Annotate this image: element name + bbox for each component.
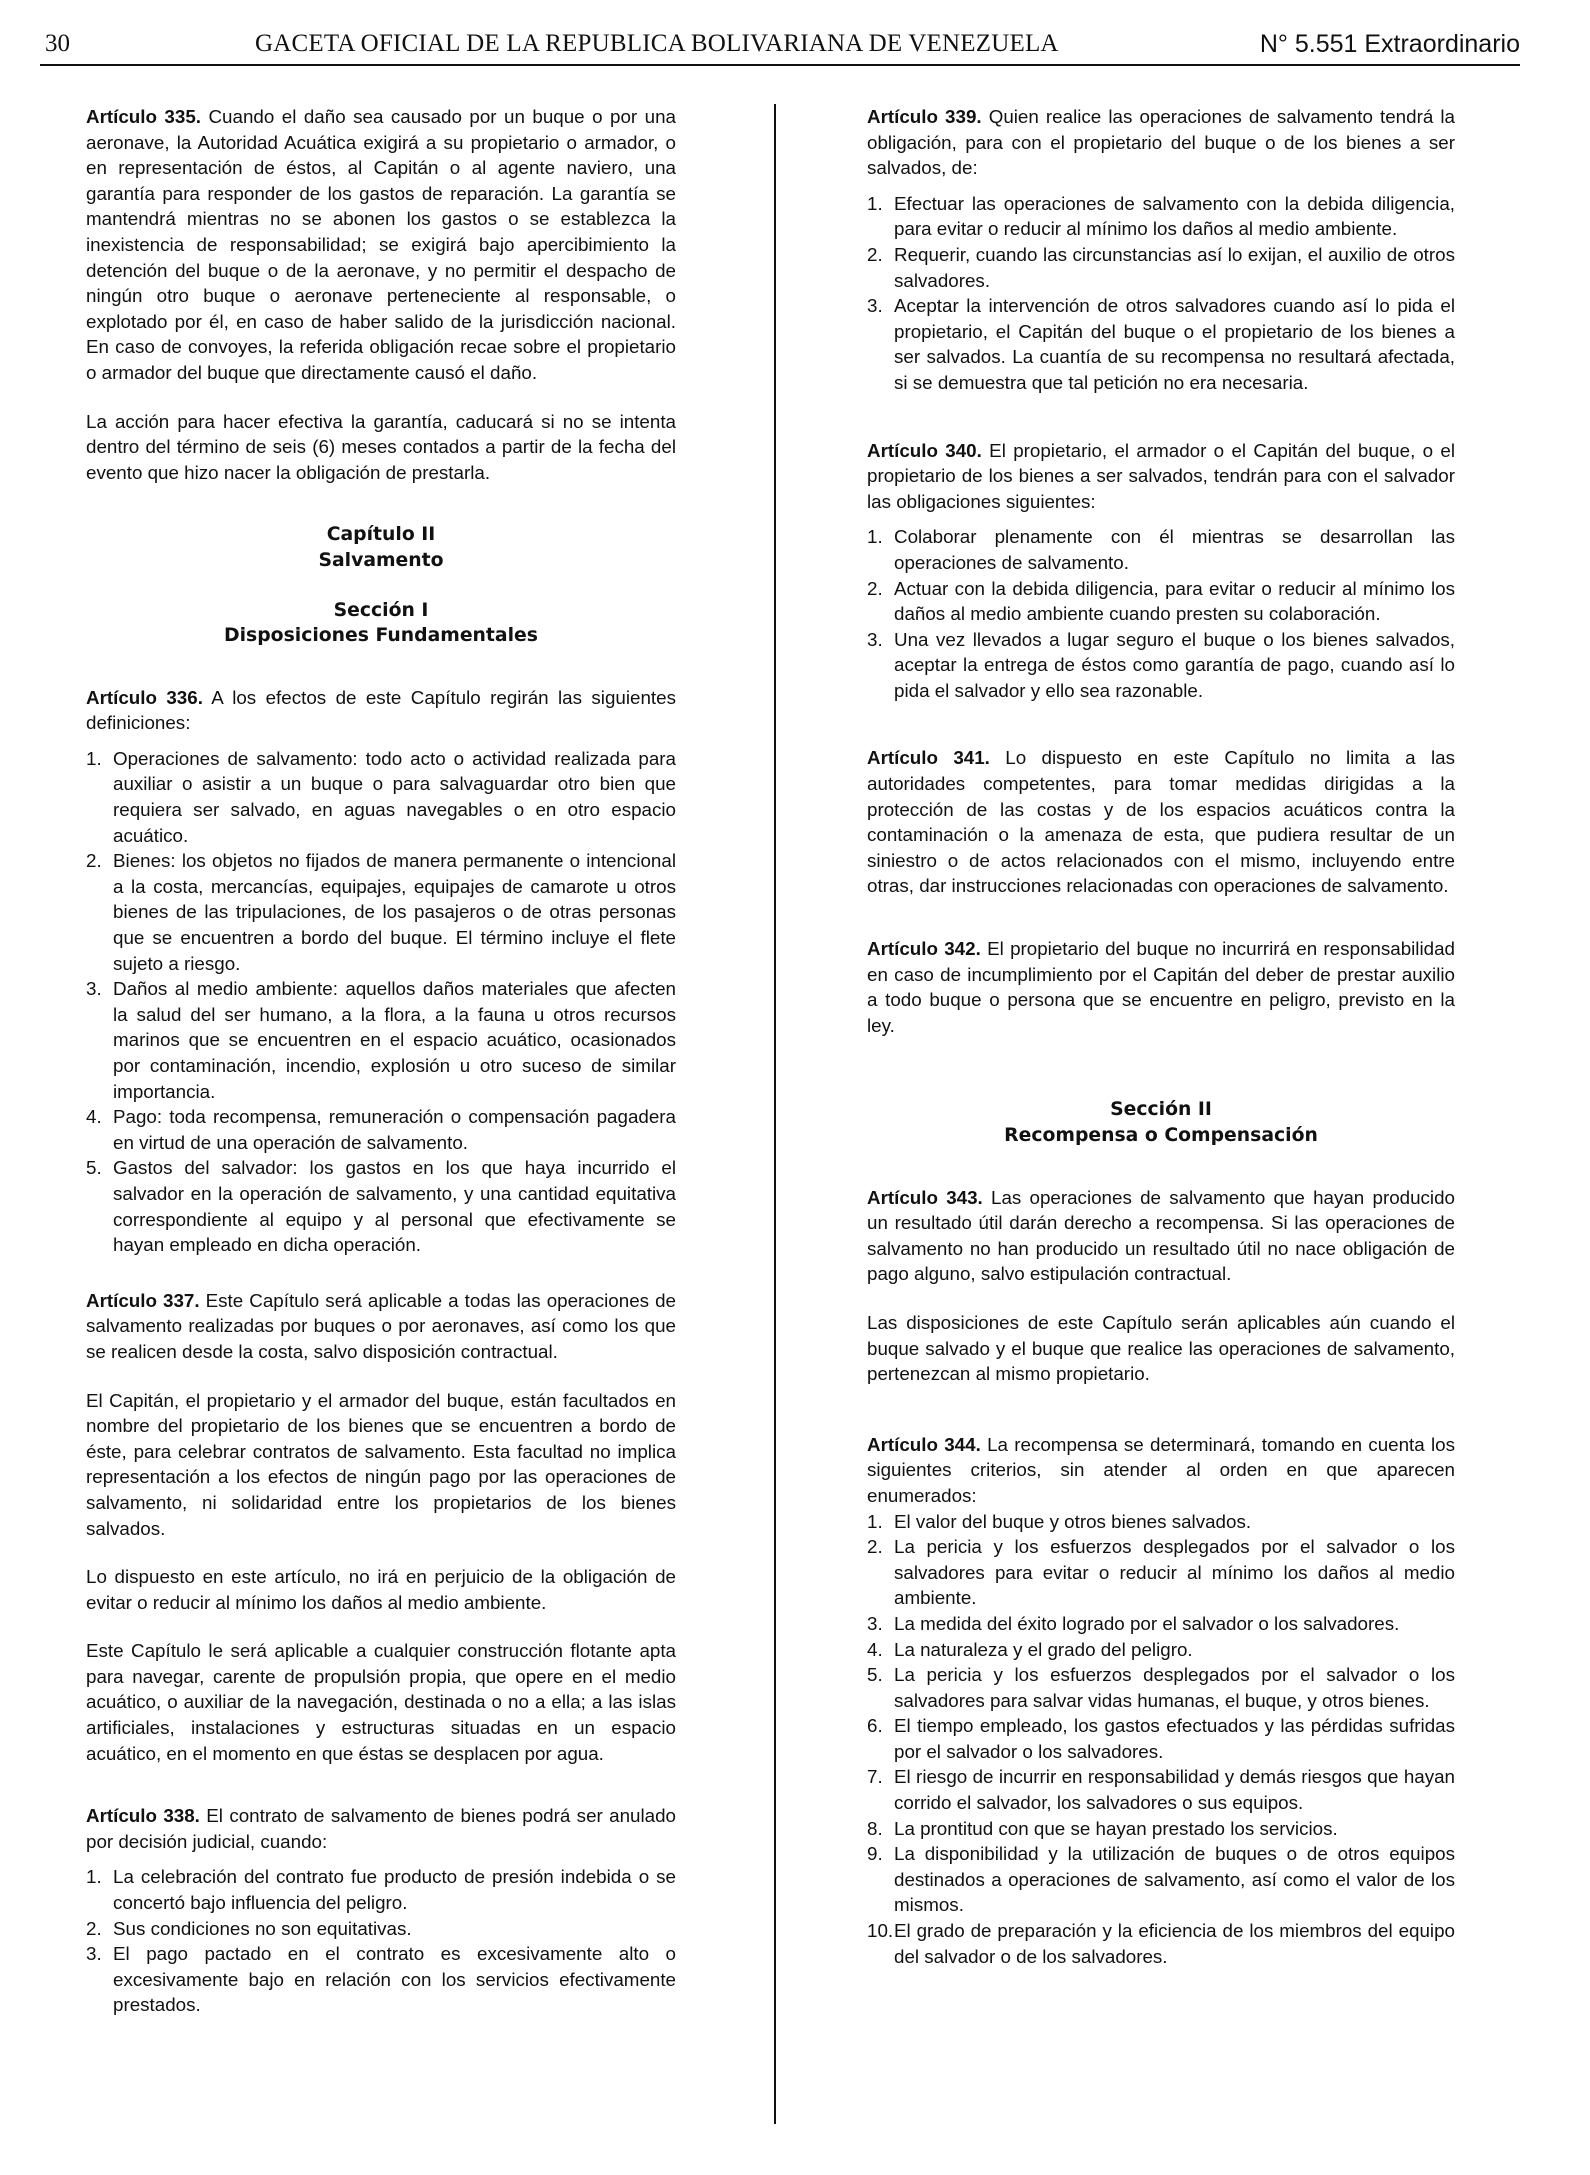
article-label: Artículo 341. bbox=[867, 747, 990, 769]
list-item bbox=[867, 1841, 1455, 1918]
list-item-text: Requerir, cuando las circunstancias así lo exijan, el auxilio de otros salvadores. bbox=[894, 243, 1455, 291]
article-label: Artículo 340. bbox=[867, 439, 982, 461]
list-item-text: Colaborar plenamente con él mientras se desarrollan las operaciones de salvamento. bbox=[894, 526, 1455, 573]
article-label: Artículo 343. bbox=[867, 1186, 983, 1208]
list-item-text: Operaciones de salvamento: todo acto o actividad realizada para auxiliar o asistir a un buque o para salvaguardar otro bien que requiera ser salvado, en aguas navegables o en otro espacio acuático. bbox=[113, 747, 676, 846]
list-item-number: 2. bbox=[867, 1536, 883, 1558]
list-item bbox=[86, 1104, 676, 1155]
article-341 bbox=[867, 745, 1455, 899]
list-item-number: 2. bbox=[867, 243, 883, 265]
article-343 bbox=[867, 1185, 1455, 1287]
list-item bbox=[867, 191, 1455, 242]
article-text: Quien realice las operaciones de salvamento tendrá la obligación, para con el propietario del buque o de los bienes a ser salvados, de: bbox=[867, 106, 1455, 179]
article-337-paragraph-3: Lo dispuesto en este artículo, no irá en perjuicio de la obligación de evitar o reducir al mínimo los daños al medio ambiente. bbox=[86, 1566, 676, 1613]
list-item-number: 9. bbox=[867, 1843, 883, 1865]
list-item-text: Daños al medio ambiente: aquellos daños materiales que afecten la salud del ser humano, a la flora, a la fauna u otros recursos marinos que se encuentren en el espacio acuático, ocasionados por contaminación, incendio, explosión u otro suceso de similar importancia. bbox=[113, 978, 676, 1102]
list-item-text: El grado de preparación y la eficiencia de los miembros del equipo del salvador o de los salvadores. bbox=[894, 1920, 1455, 1967]
section-title: Disposiciones Fundamentales bbox=[224, 625, 538, 647]
article-339-list bbox=[867, 191, 1455, 396]
section-number: Sección I bbox=[333, 599, 429, 621]
list-item-text: La prontitud con que se hayan prestado los servicios. bbox=[894, 1817, 1338, 1839]
list-item-number: 7. bbox=[867, 1766, 883, 1788]
list-item bbox=[867, 1662, 1455, 1713]
article-label: Artículo 335. bbox=[86, 106, 201, 127]
section-heading bbox=[86, 598, 676, 649]
list-item bbox=[867, 1918, 1455, 1969]
chapter-number: Capítulo II bbox=[326, 524, 436, 546]
article-label: Artículo 342. bbox=[867, 938, 981, 960]
list-item-number: 3. bbox=[867, 628, 883, 650]
list-item bbox=[86, 848, 676, 976]
article-337-paragraph-2: El Capitán, el propietario y el armador del buque, están facultados en nombre del propietario de los bienes que se encuentren a bordo de éste, para celebrar contratos de salvamento. Esta facultad no implica representación a los efectos de ningún pago por las operaciones de salvamento, ni solidaridad entre los propietarios de los bienes salvados. bbox=[86, 1389, 676, 1539]
list-item bbox=[867, 1509, 1455, 1535]
column-divider bbox=[774, 104, 776, 2124]
list-item bbox=[867, 1534, 1455, 1611]
list-item bbox=[867, 524, 1455, 575]
list-item bbox=[86, 1864, 676, 1915]
article-340-list bbox=[867, 524, 1455, 703]
list-item-text: El pago pactado en el contrato es excesivamente alto o excesivamente bajo en relación con los servicios efectivamente prestados. bbox=[113, 1943, 676, 2016]
list-item-number: 10. bbox=[867, 1920, 894, 1942]
list-item-number: 1. bbox=[86, 1866, 102, 1888]
list-item bbox=[867, 242, 1455, 293]
list-item-text: El valor del buque y otros bienes salvados. bbox=[894, 1510, 1252, 1532]
list-item-text: El tiempo empleado, los gastos efectuados y las pérdidas sufridas por el salvador o los salvadores. bbox=[894, 1715, 1455, 1762]
list-item-text: La disponibilidad y la utilización de buques o de otros equipos destinados a operaciones de salvamento, así como el valor de los mismos. bbox=[894, 1843, 1455, 1916]
article-340 bbox=[867, 438, 1455, 515]
list-item-number: 2. bbox=[86, 850, 102, 872]
list-item bbox=[867, 576, 1455, 627]
article-text: El propietario, el armador o el Capitán del buque, o el propietario de los bienes a ser salvados, tendrán para con el salvador las obligaciones siguientes: bbox=[867, 439, 1455, 512]
article-339 bbox=[867, 104, 1455, 181]
list-item-text: La pericia y los esfuerzos desplegados por el salvador o los salvadores para evitar o reducir al mínimo los daños al medio ambiente. bbox=[894, 1536, 1455, 1609]
list-item-text: La naturaleza y el grado del peligro. bbox=[894, 1638, 1193, 1660]
list-item bbox=[867, 627, 1455, 704]
list-item-number: 1. bbox=[86, 747, 102, 769]
list-item bbox=[867, 1764, 1455, 1815]
list-item-text: La medida del éxito logrado por el salvador o los salvadores. bbox=[894, 1612, 1400, 1634]
page-number: 30 bbox=[45, 30, 70, 57]
list-item bbox=[86, 1916, 676, 1942]
article-text: Lo dispuesto en este Capítulo no limita a las autoridades competentes, para tomar medidas dirigidas a la protección de las costas y de los espacios acuáticos contra la contaminación o la amenaza de esta, que pudiera resultar de un siniestro o de actos relacionados con el mismo, incluyendo entre otras, dar instrucciones relacionadas con operaciones de salvamento. bbox=[867, 747, 1455, 897]
list-item-text: Aceptar la intervención de otros salvadores cuando así lo pida el propietario, el Capitán del buque o el propietario de los bienes a ser salvados. La cuantía de su recompensa no resultará afectada, si se demuestra que tal petición no era necesaria. bbox=[894, 295, 1455, 393]
article-344-list bbox=[867, 1509, 1455, 1970]
list-item-number: 3. bbox=[86, 978, 102, 1000]
list-item-number: 3. bbox=[867, 295, 883, 317]
list-item bbox=[867, 1611, 1455, 1637]
article-label: Artículo 336. bbox=[86, 686, 203, 708]
article-338-list bbox=[86, 1864, 676, 2018]
list-item-number: 1. bbox=[867, 192, 883, 214]
list-item-text: Efectuar las operaciones de salvamento con la debida diligencia, para evitar o reducir al mínimo los daños al medio ambiente. bbox=[894, 192, 1455, 240]
article-336-list bbox=[86, 746, 676, 1258]
list-item-text: Bienes: los objetos no fijados de manera permanente o intencional a la costa, mercancías, equipajes, equipajes de camarote u otros bienes de las tripulaciones, de los pasajeros o de otras personas que se encuentren a bordo del buque. El término incluye el flete sujeto a riesgo. bbox=[113, 850, 676, 974]
list-item-number: 6. bbox=[867, 1715, 883, 1737]
list-item bbox=[867, 1637, 1455, 1663]
article-337 bbox=[86, 1288, 676, 1365]
list-item bbox=[867, 1713, 1455, 1764]
list-item-number: 3. bbox=[86, 1943, 102, 1965]
article-label: Artículo 344. bbox=[867, 1433, 981, 1455]
article-336 bbox=[86, 685, 676, 736]
list-item bbox=[86, 976, 676, 1104]
section-heading bbox=[867, 1097, 1455, 1148]
list-item-text: El riesgo de incurrir en responsabilidad y demás riesgos que hayan corrido el salvador, los salvadores o sus equipos. bbox=[894, 1766, 1455, 1814]
article-text: El propietario del buque no incurrirá en responsabilidad en caso de incumplimiento por el Capitán del deber de prestar auxilio a todo buque o persona que se encuentre en peligro, previsto en la ley. bbox=[867, 938, 1455, 1036]
page-header bbox=[40, 28, 1520, 66]
article-338 bbox=[86, 1803, 676, 1854]
article-335-paragraph-2: La acción para hacer efectiva la garantía, caducará si no se intenta dentro del término de seis (6) meses contados a partir de la fecha del evento que hizo nacer la obligación de prestarla. bbox=[86, 410, 676, 483]
list-item-number: 2. bbox=[86, 1917, 102, 1939]
list-item-number: 4. bbox=[86, 1106, 102, 1128]
article-text: El contrato de salvamento de bienes podrá ser anulado por decisión judicial, cuando: bbox=[86, 1805, 676, 1852]
list-item bbox=[86, 746, 676, 848]
list-item-text: La celebración del contrato fue producto de presión indebida o se concertó bajo influencia del peligro. bbox=[113, 1866, 676, 1914]
article-label: Artículo 339. bbox=[867, 106, 982, 127]
list-item-text: Gastos del salvador: los gastos en los que haya incurrido el salvador en la operación de salvamento, y una cantidad equitativa correspondiente al equipo y al personal que efectivamente se hayan empleado en dicha operación. bbox=[113, 1157, 676, 1256]
section-number: Sección II bbox=[1110, 1099, 1212, 1121]
left-column bbox=[86, 104, 676, 2038]
article-335 bbox=[86, 104, 676, 386]
list-item bbox=[86, 1155, 676, 1257]
list-item-text: Una vez llevados a lugar seguro el buque o los bienes salvados, aceptar la entrega de éstos como garantía de pago, cuando así lo pida el salvador y ello sea razonable. bbox=[894, 628, 1455, 701]
article-text: A los efectos de este Capítulo regirán las siguientes definiciones: bbox=[86, 686, 676, 734]
list-item bbox=[867, 1816, 1455, 1842]
list-item bbox=[86, 1941, 676, 2018]
list-item-number: 5. bbox=[867, 1664, 883, 1686]
article-342 bbox=[867, 936, 1455, 1038]
list-item-number: 5. bbox=[86, 1157, 102, 1179]
list-item-number: 8. bbox=[867, 1817, 883, 1839]
article-text: Las operaciones de salvamento que hayan producido un resultado útil darán derecho a recompensa. Si las operaciones de salvamento no han producido un resultado útil no nace obligación de pago alguno, salvo estipulación contractual. bbox=[867, 1186, 1455, 1285]
chapter-heading bbox=[86, 522, 676, 573]
section-title: Recompensa o Compensación bbox=[1004, 1125, 1318, 1146]
list-item-number: 4. bbox=[867, 1638, 883, 1660]
list-item-number: 2. bbox=[867, 577, 883, 599]
article-label: Artículo 337. bbox=[86, 1289, 200, 1311]
article-text: Cuando el daño sea causado por un buque o por una aeronave, la Autoridad Acuática exigirá a su propietario o armador, o en representación de éstos, al Capitán o al agente naviero, una garantía para responder de los gastos de reparación. La garantía se mantendrá mientras no se abonen los gastos o se establezca la inexistencia de responsabilidad; se exigirá bajo apercibimiento la detención del buque o de la aeronave, y no permitir el despacho de ningún otro buque o aeronave perteneciente al responsable, o explotado por él, en caso de haber salido de la jurisdicción nacional. En caso de convoyes, la referida obligación recae sobre el propietario o armador del buque que directamente causó el daño. bbox=[86, 106, 676, 383]
chapter-title: Salvamento bbox=[318, 549, 444, 571]
article-text: La recompensa se determinará, tomando en cuenta los siguientes criterios, sin atender al orden en que aparecen enumerados: bbox=[867, 1433, 1455, 1506]
list-item-text: Actuar con la debida diligencia, para evitar o reducir al mínimo los daños al medio ambiente cuando presten su colaboración. bbox=[894, 577, 1455, 625]
article-343-paragraph-2: Las disposiciones de este Capítulo serán aplicables aún cuando el buque salvado y el buque que realice las operaciones de salvamento, pertenezcan al mismo propietario. bbox=[867, 1311, 1455, 1385]
list-item-text: La pericia y los esfuerzos desplegados por el salvador o los salvadores para salvar vidas humanas, el buque, y otros bienes. bbox=[894, 1664, 1455, 1711]
article-344 bbox=[867, 1432, 1455, 1509]
list-item-number: 3. bbox=[867, 1612, 883, 1634]
list-item-number: 1. bbox=[867, 526, 883, 548]
list-item bbox=[867, 293, 1455, 395]
list-item-text: Sus condiciones no son equitativas. bbox=[113, 1917, 412, 1939]
right-column bbox=[867, 104, 1455, 1989]
list-item-text: Pago: toda recompensa, remuneración o compensación pagadera en virtud de una operación de salvamento. bbox=[113, 1106, 676, 1153]
issue-number: N° 5.551 Extraordinario bbox=[1259, 30, 1520, 58]
article-label: Artículo 338. bbox=[86, 1805, 200, 1827]
gazette-title: GACETA OFICIAL DE LA REPUBLICA BOLIVARIANA DE VENEZUELA bbox=[255, 30, 1059, 57]
article-337-paragraph-4: Este Capítulo le será aplicable a cualquier construcción flotante apta para navegar, carente de propulsión propia, que opere en el medio acuático, o auxiliar de la navegación, destinada o no a ella; a las islas artificiales, instalaciones y estructuras situadas en un espacio acuático, en el momento en que éstas se desplacen por agua. bbox=[86, 1640, 676, 1764]
list-item-number: 1. bbox=[867, 1510, 883, 1532]
article-text: Este Capítulo será aplicable a todas las operaciones de salvamento realizadas por buques o por aeronaves, así como los que se realicen desde la costa, salvo disposición contractual. bbox=[86, 1289, 676, 1362]
